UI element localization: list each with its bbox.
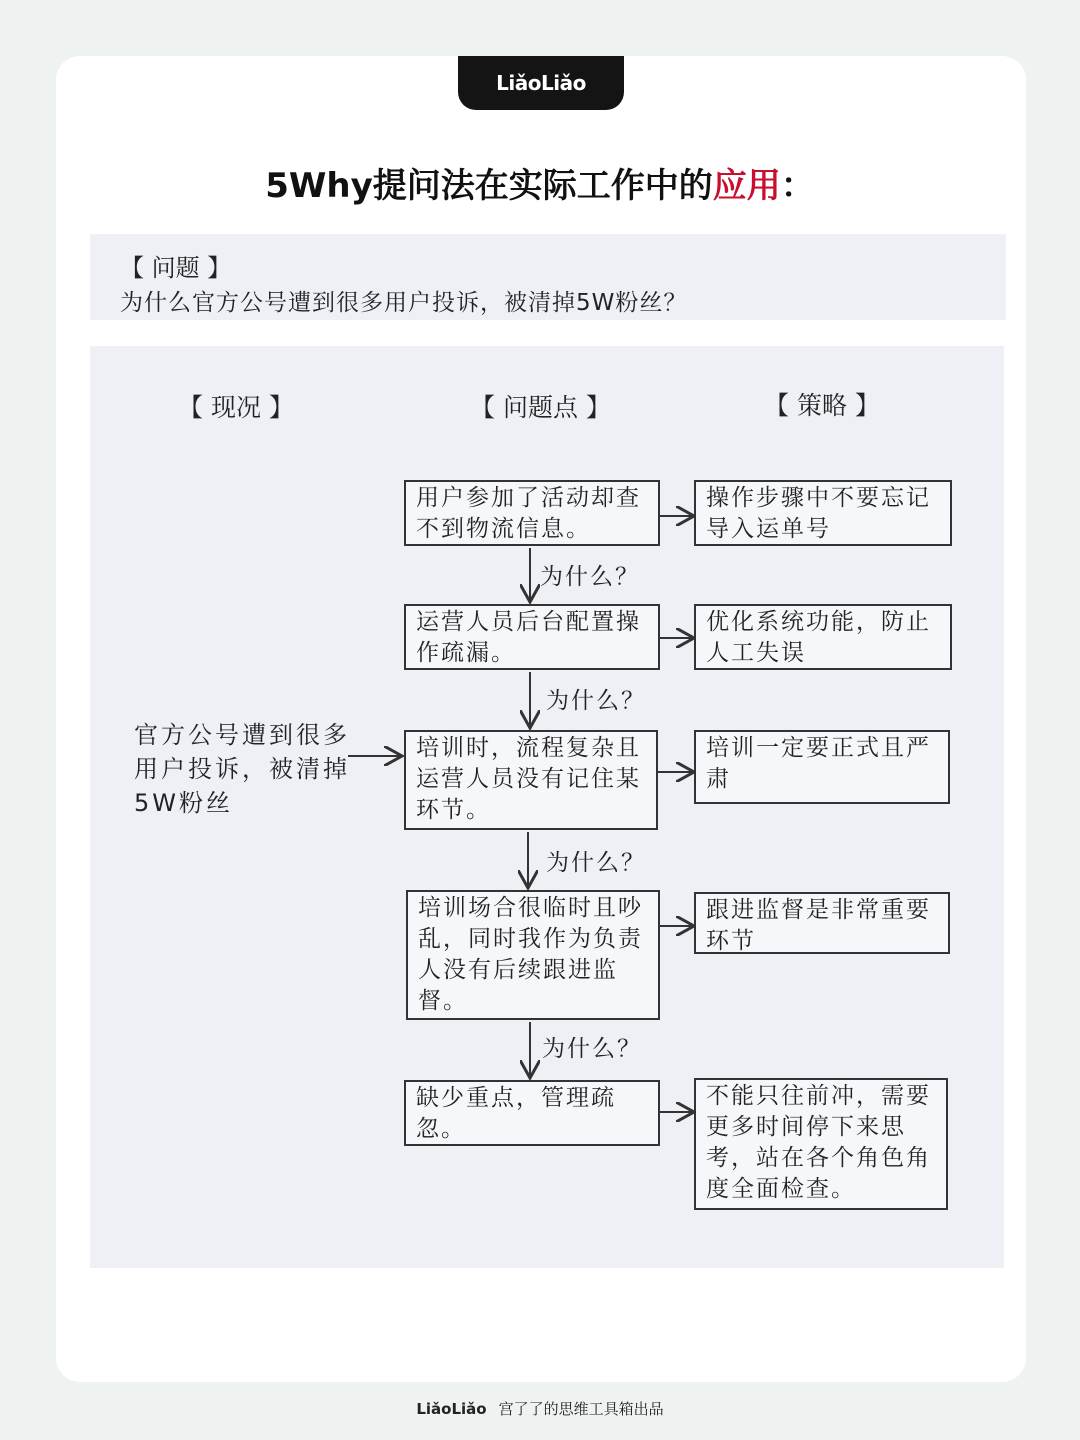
strategy-box-4: 跟进监督是非常重要环节 [694,892,950,954]
problem-box-5: 缺少重点，管理疏忽。 [404,1080,660,1146]
strategy-box-1: 操作步骤中不要忘记导入运单号 [694,480,952,546]
brand-logo: LiǎoLiǎo [458,56,624,110]
why-label-3: 为什么？ [546,850,646,876]
column-header-status: 【 现况 】 [178,393,294,422]
column-header-problem: 【 问题点 】 [470,393,611,422]
problem-box-1: 用户参加了活动却查不到物流信息。 [404,480,660,546]
footer-brand: LiǎoLiǎo [416,1400,487,1418]
strategy-box-3: 培训一定要正式且严肃 [694,730,950,804]
why-label-2: 为什么？ [546,688,646,714]
footer-text: 宫了了的思维工具箱出品 [498,1400,664,1418]
why-label-1: 为什么？ [540,564,640,590]
problem-box-3: 培训时，流程复杂且运营人员没有记住某环节。 [404,730,658,830]
problem-box-2: 运营人员后台配置操作疏漏。 [404,604,660,670]
why-label-4: 为什么？ [542,1036,642,1062]
strategy-box-2: 优化系统功能，防止人工失误 [694,604,952,670]
title-main: 5Why提问法在实际工作中的 [265,166,713,206]
title-suffix: ： [780,166,815,206]
strategy-box-5: 不能只往前冲，需要更多时间停下来思考，站在各个角色角度全面检查。 [694,1078,948,1210]
column-header-strategy: 【 策略 】 [764,391,880,420]
title-accent: 应用 [712,166,781,206]
status-text: 官方公号遭到很多用户投诉，被清掉5W粉丝 [134,721,350,817]
question-text: 为什么官方公号遭到很多用户投诉，被清掉5W粉丝？ [120,290,688,316]
footer [0,1398,1080,1419]
question-label: 【 问题 】 [120,254,232,282]
problem-box-4: 培训场合很临时且吵乱，同时我作为负责人没有后续跟进监督。 [406,890,660,1020]
